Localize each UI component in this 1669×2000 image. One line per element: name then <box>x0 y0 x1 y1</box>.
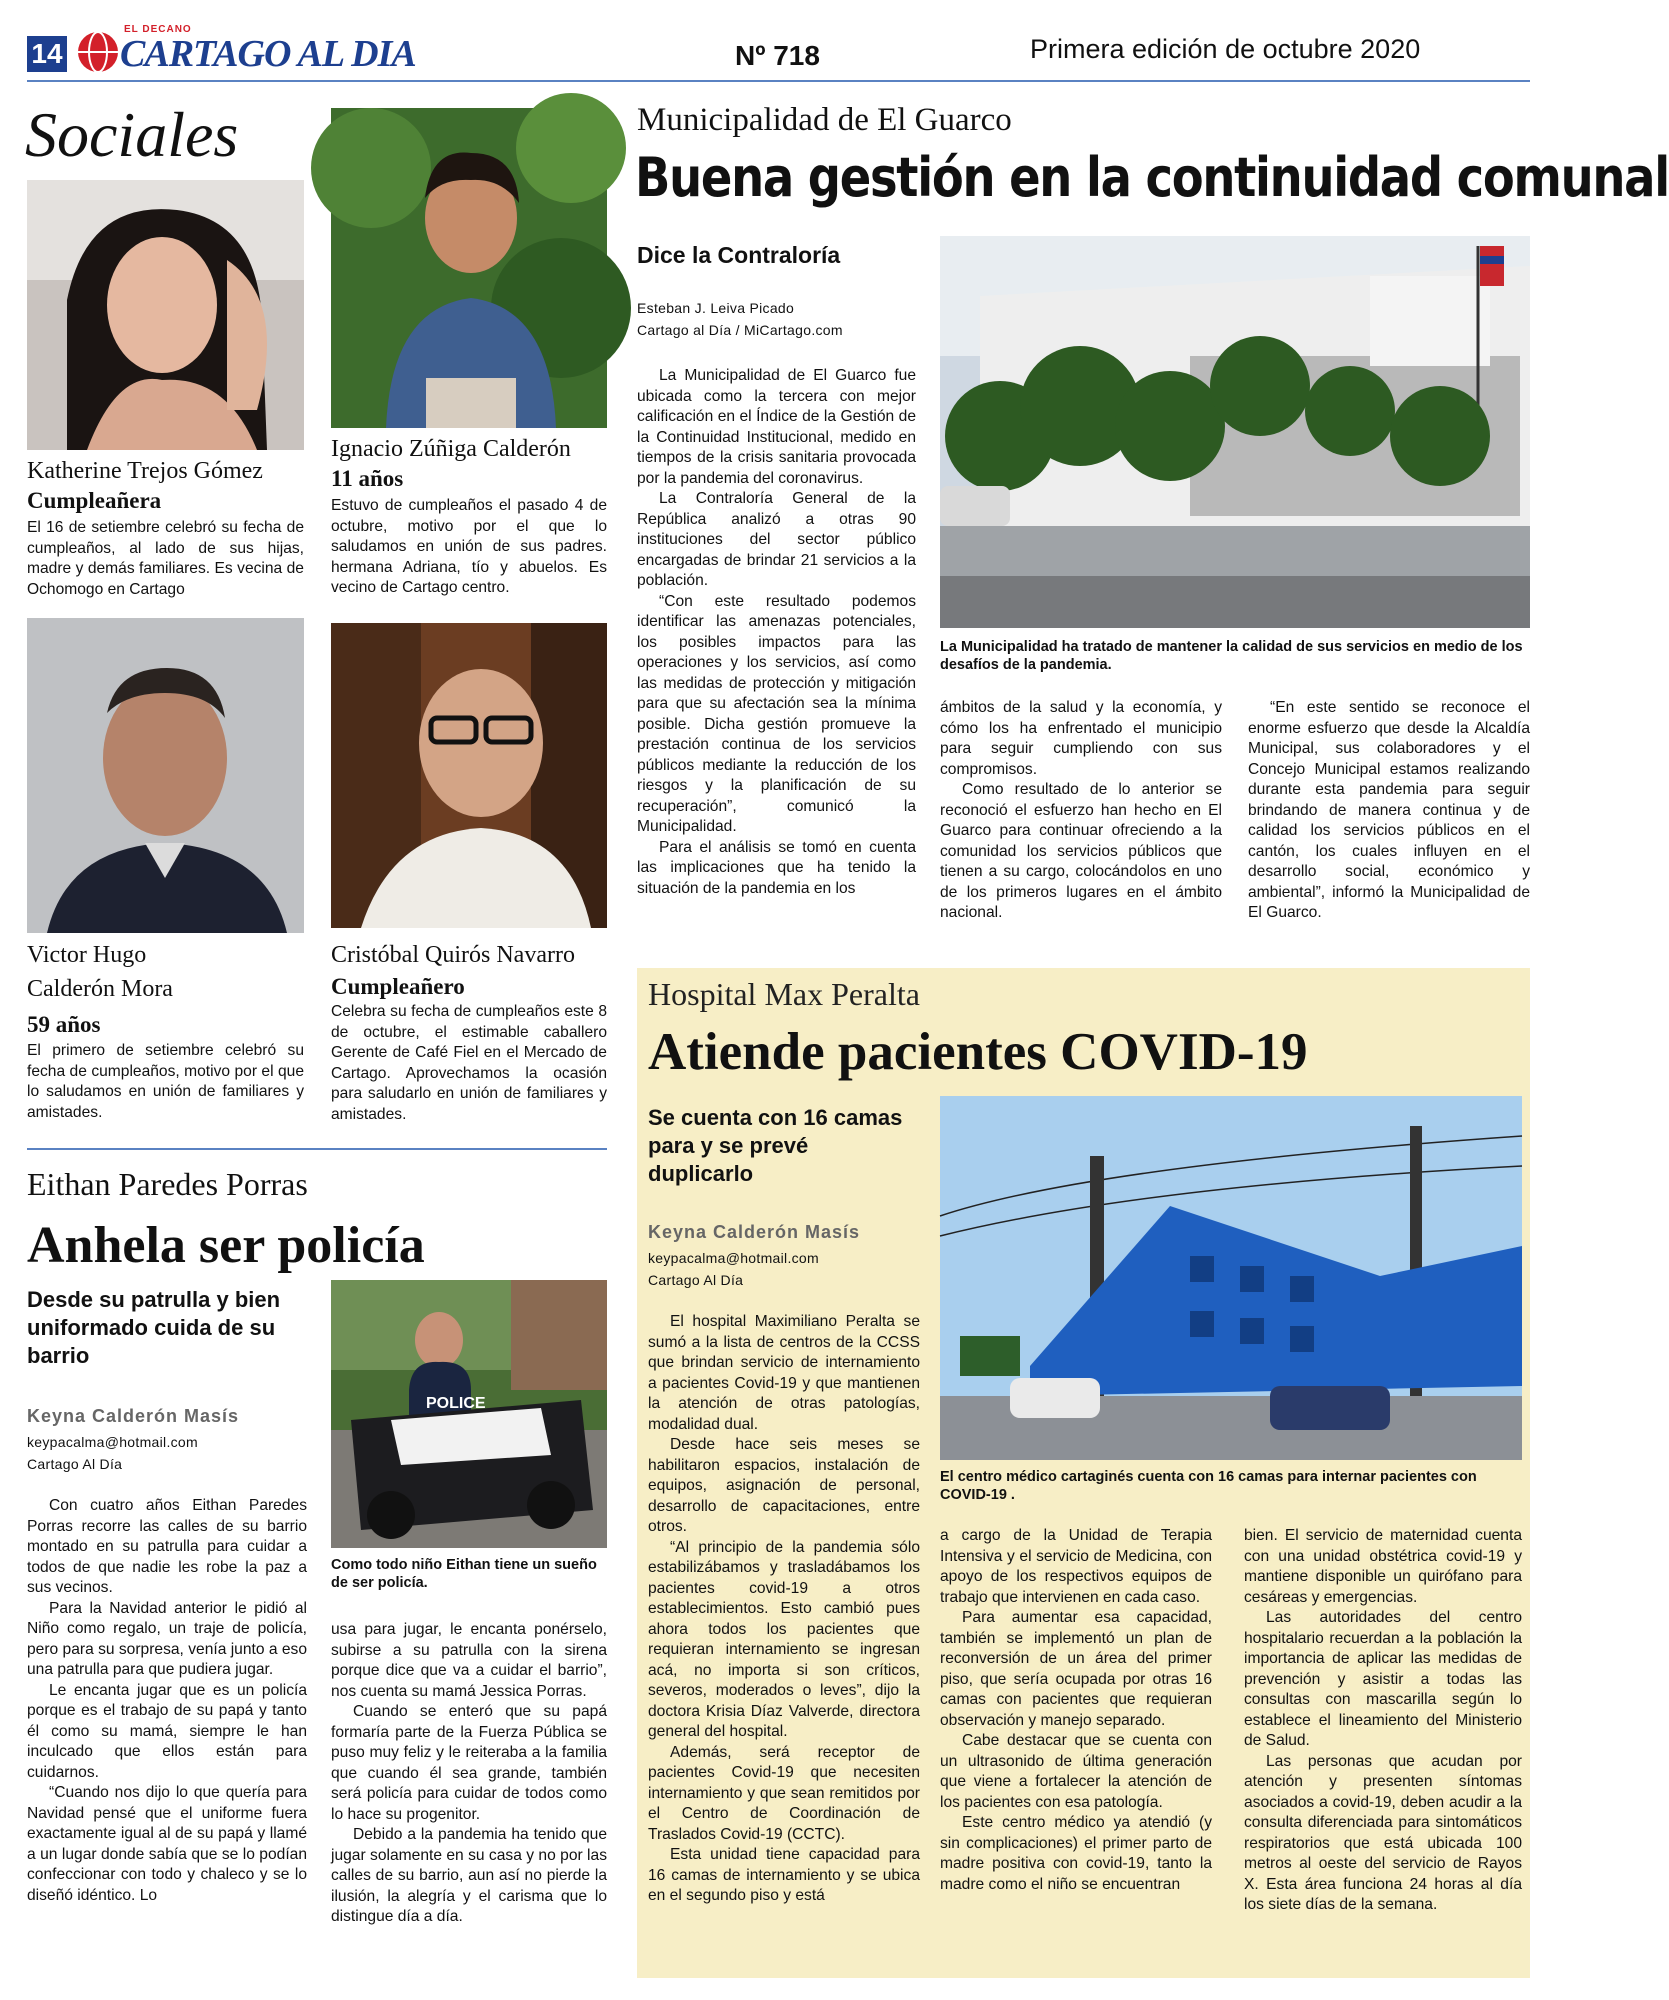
guarco-column-2 <box>940 698 1222 924</box>
paragraph-continued: ámbitos de la salud y la economía, y cómo los ha enfrentado el municipio para seguir cumpliendo con sus compromisos. <box>940 699 1222 778</box>
guarco-photo-caption: La Municipalidad ha tratado de mantener la calidad de sus servicios en medio de los desafíos de la pandemia. <box>940 639 1523 673</box>
paragraph-continued: a cargo de la Unidad de Terapia Intensiva y el servicio de Medicina, con apoyo de los respectivos equipos de trabajo que intervienen en cada caso. <box>940 1527 1212 1606</box>
paragraph: Para la Navidad anterior le pidió al Niño como regalo, un traje de policía, pero para su sorpresa, venía junto a eso una patrulla para que pudiera jugar. <box>27 1599 307 1678</box>
hospital-column-2 <box>940 1526 1212 1895</box>
guarco-byline-pub: Cartago al Día / MiCartago.com <box>637 322 843 338</box>
masthead-logo <box>74 22 416 78</box>
person-name: Victor Hugo <box>27 942 147 968</box>
person-subtitle: 11 años <box>331 466 404 491</box>
sociales-title: Sociales <box>25 99 239 170</box>
hospital-column-1 <box>648 1312 920 1907</box>
guarco-byline: Esteban J. Leiva Picado <box>637 300 795 316</box>
hospital-email: keypacalma@hotmail.com <box>648 1250 819 1266</box>
guarco-kicker: Municipalidad de El Guarco <box>637 102 1012 138</box>
police-label: POLICE <box>426 1395 486 1412</box>
paragraph: La Contraloría General de la República analizó a otras 90 instituciones del sector público encargadas de brindar 21 servicios a la población. <box>637 490 916 589</box>
masthead-title: CARTAGO AL DIA <box>120 33 416 75</box>
paragraph-continued: usa para jugar, le encanta ponérselo, subirse a su patrulla con la sirena porque dice que va a cuidar el barrio”, nos cuenta su mamá Jessica Porras. <box>331 1621 607 1700</box>
paragraph: Desde hace seis meses se habilitaron espacios, instalación de equipos, asignación de personal, desarrollo de capacitaciones, entre otros. <box>648 1436 920 1535</box>
issue-number: Nº 718 <box>735 40 820 71</box>
person-name: Cristóbal Quirós Navarro <box>331 942 575 968</box>
paragraph: Cuando se enteró que su papá formaría parte de la Fuerza Pública se puso muy feliz y le reiteraba a la familia que cuando él sea grande, también será policía para cuidar de todos como lo hace su progenitor. <box>331 1703 607 1823</box>
eithan-column-2 <box>331 1620 607 1928</box>
eithan-kicker: Eithan Paredes Porras <box>27 1166 308 1202</box>
photo-cristobal <box>331 623 607 928</box>
person-text: El primero de setiembre celebró su fecha de cumpleaños, motivo por el que lo saludamos en unión de familiares y amistades. <box>27 1042 304 1121</box>
paragraph: Cabe destacar que se cuenta con un ultrasonido de última generación que viene a fortalecer la atención de los pacientes con esa patología. <box>940 1732 1212 1811</box>
hospital-subhead: Se cuenta con 16 camas para y se prevé duplicarlo <box>648 1105 903 1186</box>
photo-hospital <box>940 1096 1522 1460</box>
person-subtitle: 59 años <box>27 1012 101 1037</box>
eithan-photo-caption: Como todo niño Eithan tiene un sueño de ser policía. <box>331 1557 597 1591</box>
guarco-subhead: Dice la Contraloría <box>637 242 841 268</box>
hospital-pub: Cartago Al Día <box>648 1272 744 1288</box>
photo-municipalidad <box>940 236 1530 628</box>
paragraph: Las autoridades del centro hospitalario recuerdan a la población la importancia de aplicar las medidas de prevención y asistir a todas las consultas con mascarilla según lo establece el lineamiento del Ministerio de Salud. <box>1244 1609 1522 1749</box>
person-name: Katherine Trejos Gómez <box>27 458 263 484</box>
person-text: Celebra su fecha de cumpleaños este 8 de octubre, el estimable caballero Gerente de Café Fiel en el Mercado de Cartago. Aprovechamos la ocasión para saludarlo en unión de familiares y amistades. <box>331 1003 607 1123</box>
paragraph: Esta unidad tiene capacidad para 16 camas de internamiento y se ubica en el segundo piso y está <box>648 1846 920 1904</box>
page-number: 14 <box>27 36 67 72</box>
eithan-subhead: Desde su patrulla y bien uniformado cuida de su barrio <box>27 1287 281 1368</box>
person-text: Estuvo de cumpleaños el pasado 4 de octubre, motivo por el que lo saludamos en unión de sus padres. hermana Adriana, tío y abuelos. Es vecino de Cartago centro. <box>331 497 607 596</box>
hospital-photo-caption: El centro médico cartaginés cuenta con 16 camas para internar pacientes con COVID-19 . <box>940 1469 1477 1503</box>
paragraph: La Municipalidad de El Guarco fue ubicada como la tercera con mejor calificación en el Índice de la Gestión de la Continuidad Institucional, medido en tiempos de la crisis sanitaria provocada por la pandemia del coronavirus. <box>637 367 916 487</box>
guarco-headline: Buena gestión en la continuidad comunal <box>635 146 1669 209</box>
paragraph: Con cuatro años Eithan Paredes Porras recorre las calles de su barrio montado en su patrulla para cuidar a todos de que nadie les robe la paz a sus vecinos. <box>27 1497 307 1596</box>
eithan-headline: Anhela ser policía <box>27 1217 425 1274</box>
paragraph-continued: bien. El servicio de maternidad cuenta con una unidad obstétrica covid-19 y mantiene disponible un quirófano para cesáreas y emergencias. <box>1244 1527 1522 1606</box>
eithan-byline: Keyna Calderón Masís <box>27 1406 240 1426</box>
person-name: Calderón Mora <box>27 976 173 1002</box>
paragraph: Este centro médico ya atendió (y sin complicaciones) el primer parto de madre positiva con covid-19, tanto la madre como el niño se encuentran <box>940 1814 1212 1893</box>
photo-katherine <box>27 180 304 450</box>
section-rule <box>27 1148 607 1150</box>
eithan-pub: Cartago Al Día <box>27 1456 123 1472</box>
header-rule <box>27 80 1530 82</box>
guarco-column-3 <box>1248 698 1530 924</box>
hospital-byline: Keyna Calderón Masís <box>648 1222 861 1242</box>
masthead-small: EL DECANO <box>124 24 192 35</box>
eithan-column-1 <box>27 1496 307 1906</box>
guarco-column-1 <box>637 366 916 899</box>
paragraph: “Cuando nos dijo lo que quería para Navidad pensé que el uniforme fuera exactamente igual al de su papá y llamé a un lugar donde sabía que se lo podían confeccionar con todo y chaleco y se lo diseñó idéntico. Lo <box>27 1784 307 1904</box>
paragraph: “En este sentido se reconoce el enorme esfuerzo que desde la Alcaldía Municipal, sus colaboradores y el Concejo Municipal estamos realizando durante esta pandemia para seguir brindando de manera continua y de calidad los servicios públicos en el cantón, los cuales influyen en el desarrollo social, económico y ambiental”, informó la Municipalidad de El Guarco. <box>1248 699 1530 921</box>
paragraph: “Al principio de la pandemia sólo estabilizábamos y trasladábamos los pacientes covid-19 a otros establecimientos. Esto cambió pues ahora todos los pacientes que requieran internamiento se ingresan acá, no importa si son críticos, severos, moderados o leves”, dijo la doctora Krisia Díaz Valverde, directora general del hospital. <box>648 1538 920 1740</box>
hospital-kicker: Hospital Max Peralta <box>648 976 920 1012</box>
photo-eithan <box>331 1280 607 1548</box>
person-subtitle: Cumpleañera <box>27 488 162 513</box>
globe-icon <box>74 28 122 76</box>
paragraph: Además, será receptor de pacientes Covid-19 que necesiten internamiento y que sean remitidos por el Centro de Coordinación de Traslados Covid-19 (CCTC). <box>648 1743 920 1843</box>
person-subtitle: Cumpleañero <box>331 974 465 999</box>
paragraph: Le encanta jugar que es un policía porque es el trabajo de su papá y tanto él como su mamá, siempre le han inculcado que ellos están para cuidarnos. <box>27 1681 307 1781</box>
paragraph: Las personas que acudan por atención y presenten síntomas asociados a covid-19, deben acudir a la consulta diferenciada para sintomáticos respiratorios que está ubicada 100 metros al oeste del servicio de Rayos X. Esta área funciona 24 horas al día los siete días de la semana. <box>1244 1752 1522 1913</box>
hospital-column-3 <box>1244 1526 1522 1916</box>
paragraph: El hospital Maximiliano Peralta se sumó a la lista de centros de la CCSS que brindan servicio de internamiento a pacientes Covid-19 y que mantienen la atención de otras patologías, modalidad dual. <box>648 1313 920 1433</box>
edition-date: Primera edición de octubre 2020 <box>1030 34 1421 64</box>
paragraph: Como resultado de lo anterior se reconoció el esfuerzo han hecho en El Guarco para continuar ofreciendo a la comunidad los servicios públicos que tienen a su cargo, colocándolos en uno de los primeros lugares en el ámbito nacional. <box>940 781 1222 921</box>
paragraph: Para el análisis se tomó en cuenta las implicaciones que ha tenido la situación de la pandemia en los <box>637 838 916 897</box>
person-name: Ignacio Zúñiga Calderón <box>331 436 571 462</box>
photo-ignacio <box>331 108 607 428</box>
paragraph: Debido a la pandemia ha tenido que jugar solamente en su casa y no por las calles de su barrio, aun así no pierde la ilusión, la alegría y el carisma que lo distingue día a día. <box>331 1826 607 1925</box>
eithan-email: keypacalma@hotmail.com <box>27 1434 198 1450</box>
person-text: El 16 de setiembre celebró su fecha de cumpleaños, al lado de sus hijas, madre y demás familiares. Es vecina de Ochomogo en Cartago <box>27 519 304 598</box>
photo-victor <box>27 618 304 933</box>
paragraph: Para aumentar esa capacidad, también se implementó un plan de reconversión de un área del primer piso, que sería ocupada por otras 16 camas con pacientes que requieran observación y manejo separado. <box>940 1609 1212 1729</box>
hospital-headline: Atiende pacientes COVID-19 <box>648 1023 1308 1081</box>
paragraph: “Con este resultado podemos identificar las amenazas potenciales, los posibles impactos para las operaciones y los servicios, así como las medidas de protección y mitigación para que su afectación sea la mínima posible. Dicha gestión promueve la prestación continua de los servicios públicos mediante la reducción de los riesgos y la planificación de su recuperación”, comunicó la Municipalidad. <box>637 592 916 835</box>
